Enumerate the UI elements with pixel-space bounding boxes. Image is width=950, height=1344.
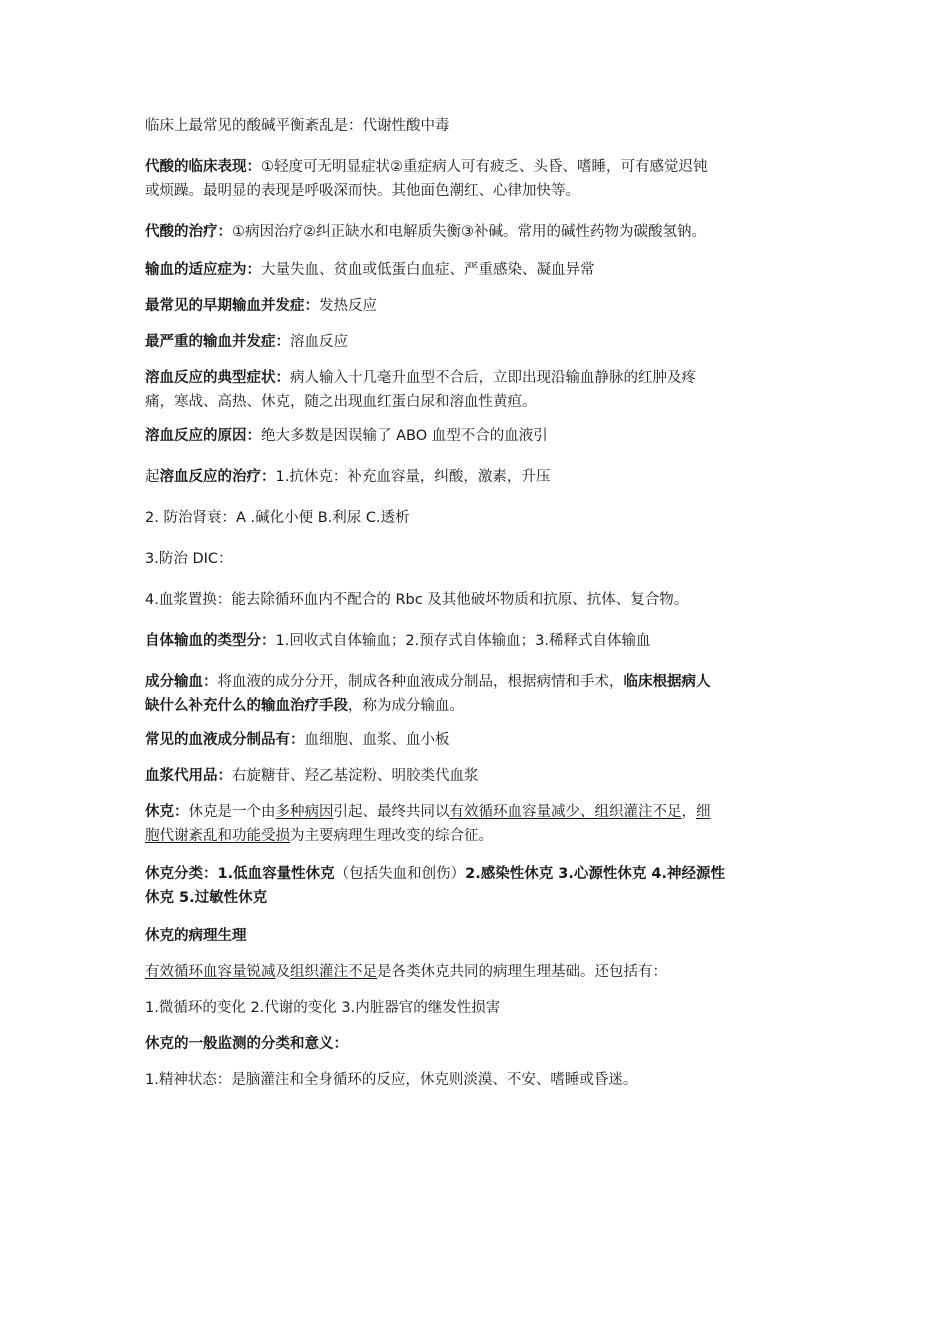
label: 输血的适应症为： — [145, 262, 261, 278]
label: 成分输血： — [145, 674, 218, 690]
paragraph-shock-basis: 有效循环血容量锐减及组织灌注不足是各类休克共同的病理生理基础。还包括有： — [145, 964, 667, 980]
document-body — [145, 114, 805, 1092]
paragraph-severe-complication: 最严重的输血并发症：溶血反应 — [145, 334, 348, 350]
label: 最严重的输血并发症： — [145, 334, 290, 350]
paragraph-kidney-protection: 2. 防治肾衰：A .碱化小便 B.利尿 C.透析 — [145, 510, 410, 526]
paragraph-acid-base: 临床上最常见的酸碱平衡紊乱是：代谢性酸中毒 — [145, 118, 450, 134]
paragraph-autologous-types: 自体输血的类型分：1.回收式自体输血；2.预存式自体输血；3.稀释式自体输血 — [145, 633, 651, 649]
paragraph-transfusion-indications: 输血的适应症为：大量失血、贫血或低蛋白血症、严重感染、凝血异常 — [145, 262, 595, 278]
label: 常见的血液成分制品有： — [145, 732, 305, 748]
label: 休克分类： — [145, 866, 218, 882]
paragraph-shock-definition: 休克：休克是一个由多种病因引起、最终共同以有效循环血容量减少、组织灌注不足，细 胞代谢紊乱和功能受损为主要病理生理改变的综合征。 — [145, 804, 711, 844]
paragraph-acidosis-treatment: 代酸的治疗：①病因治疗②纠正缺水和电解质失衡③补碱。常用的碱性药物为碳酸氢钠。 — [145, 224, 706, 240]
heading-shock-monitoring: 休克的一般监测的分类和意义： — [145, 1036, 348, 1052]
paragraph-hemolysis-treatment: 起溶血反应的治疗：1.抗休克：补充血容量，纠酸，激素，升压 — [145, 469, 551, 485]
label: 代酸的临床表现： — [145, 159, 261, 175]
paragraph-hemolysis-cause: 溶血反应的原因：绝大多数是因误输了 ABO 血型不合的血液引 — [145, 428, 548, 444]
paragraph-shock-changes: 1.微循环的变化 2.代谢的变化 3.内脏器官的继发性损害 — [145, 1000, 501, 1016]
paragraph-acidosis-symptoms: 代酸的临床表现：①轻度可无明显症状②重症病人可有疲乏、头昏、嗜睡，可有感觉迟钝 或烦躁。最明显的表现是呼吸深而快。其他面色潮红、心律加快等。 — [145, 159, 708, 199]
label: 血浆代用品： — [145, 768, 232, 784]
paragraph-hemolysis-symptoms: 溶血反应的典型症状：病人输入十几毫升血型不合后，立即出现沿输血静脉的红肿及疼 痛，寒战、高热、休克，随之出现血红蛋白尿和溶血性黄疸。 — [145, 370, 696, 410]
label: 溶血反应的典型症状： — [145, 370, 290, 386]
paragraph-blood-components: 常见的血液成分制品有：血细胞、血浆、血小板 — [145, 732, 450, 748]
paragraph-mental-status: 1.精神状态：是脑灌注和全身循环的反应，休克则淡漠、不安、嗜睡或昏迷。 — [145, 1072, 638, 1088]
label: 代酸的治疗： — [145, 224, 232, 240]
label: 休克： — [145, 804, 189, 820]
paragraph-early-complication: 最常见的早期输血并发症：发热反应 — [145, 298, 377, 314]
paragraph-plasma-exchange: 4.血浆置换：能去除循环血内不配合的 Rbc 及其他破坏物质和抗原、抗体、复合物。 — [145, 592, 689, 608]
heading-shock-pathophysiology: 休克的病理生理 — [145, 928, 247, 944]
paragraph-component-transfusion: 成分输血：将血液的成分分开，制成各种血液成分制品，根据病情和手术，临床根据病人 缺什么补充什么的输血治疗手段，称为成分输血。 — [145, 674, 711, 714]
label: 最常见的早期输血并发症： — [145, 298, 319, 314]
label: 自体输血的类型分： — [145, 633, 276, 649]
paragraph-plasma-substitutes: 血浆代用品：右旋糖苷、羟乙基淀粉、明胶类代血浆 — [145, 768, 479, 784]
paragraph-dic: 3.防治 DIC： — [145, 551, 233, 567]
paragraph-shock-classification: 休克分类：1.低血容量性休克（包括失血和创伤）2.感染性休克 3.心源性休克 4.神经源性 休克 5.过敏性休克 — [145, 866, 725, 906]
label: 溶血反应的原因： — [145, 428, 261, 444]
label: 溶血反应的治疗： — [159, 469, 276, 485]
